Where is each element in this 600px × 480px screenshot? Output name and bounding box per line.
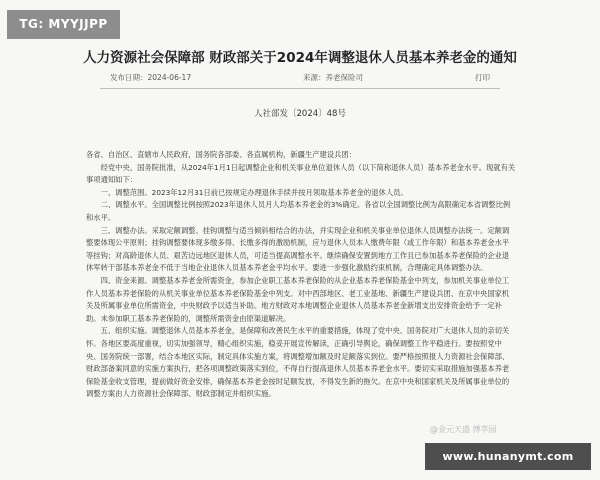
print-link[interactable]: 打印 — [475, 73, 490, 82]
document-body — [86, 149, 516, 401]
title-divider — [100, 88, 500, 89]
body-paragraph: 五、组织实施。调整退休人员基本养老金，是保障和改善民生水平的重要措施，体现了党中央、国务院对广大退休人员的亲切关怀。各地区要高度重视，切实加强领导，精心组织实施，稳妥开展宣传解读，正确引导舆论，确保调整工作平稳进行。要按照党中央、国务院统一部署，结合本地区实际，制定具体实施方案，将调整增加额及时足额落实到位。要严格按照报人力资源社会保障部、财政部备案同意的实施方案执行，把各项调整政策落实到位，不得自行提高退休人员基本养老金水平。要切实采取措施加强基本养老保险基金收支管理，提前做好资金安排，确保基本养老金按时足额发放，不得发生新的拖欠。在京中央和国家机关及所属事业单位的调整方案由人力资源社会保障部、财政部制定并组织实施。 — [86, 326, 510, 399]
body-paragraph: 经党中央、国务院批准，从2024年1月1日起调整企业和机关事业单位退休人员（以下简称退休人员）基本养老金水平。现就有关事项通知如下： — [86, 162, 516, 185]
corner-watermark: @金元天盛 博萃园 — [430, 425, 497, 434]
document-title: 人力资源社会保障部 财政部关于2024年调整退休人员基本养老金的通知 — [83, 50, 517, 66]
body-paragraph: 三、调整办法。采取定额调整、挂钩调整与适当倾斜相结合的办法，并实现企业和机关事业单位退休人员调整办法统一。定额调整要体现公平原则；挂钩调整要体现多缴多得、长缴多得的激励机制，应与退休人员本人缴费年限（或工作年限）和基本养老金水平等挂钩；对高龄退休人员、艰苦边远地区退休人员，可适当提高调整水平。继续确保安置到地方工作且已参加基本养老保险的企业退休军转干部基本养老金不低于当地企业退休人员基本养老金平均水平。要进一步强化激励约束机制，合理确定具体调整办法。 — [86, 225, 510, 273]
body-paragraph: 二、调整水平。全国调整比例按照2023年退休人员月人均基本养老金的3%确定。各省以全国调整比例为高限确定本省调整比例和水平。 — [86, 200, 511, 222]
document-number: 人社部发〔2024〕48号 — [254, 109, 346, 119]
addressee-line: 各省、自治区、直辖市人民政府，国务院各部委、各直属机构，新疆生产建设兵团： — [86, 150, 356, 159]
document-meta — [110, 72, 490, 85]
body-paragraph: 四、资金来源。调整基本养老金所需资金，参加企业职工基本养老保险的从企业基本养老保险基金中列支，参加机关事业单位工作人员基本养老保险的从机关事业单位基本养老保险基金中列支。对中西部地区、老工业基地、新疆生产建设兵团、在京中央国家机关及所属事业单位所需资金，中央财政予以适当补助。地方财政对本地调整企业退休人员基本养老金新增支出安排资金给予一定补助。未参加职工基本养老保险的，调整所需资金由原渠道解决。 — [86, 275, 510, 323]
site-watermark: www.hunanymt.com — [425, 443, 591, 470]
tg-tag-badge: TG: MYYJJPP — [7, 10, 120, 39]
body-paragraph: 一、调整范围。2023年12月31日前已按规定办理退休手续并按月领取基本养老金的退休人员。 — [100, 187, 408, 197]
document-source: 来源：养老保险司 — [303, 73, 364, 82]
publish-date: 发布日期：2024-06-17 — [110, 73, 192, 82]
